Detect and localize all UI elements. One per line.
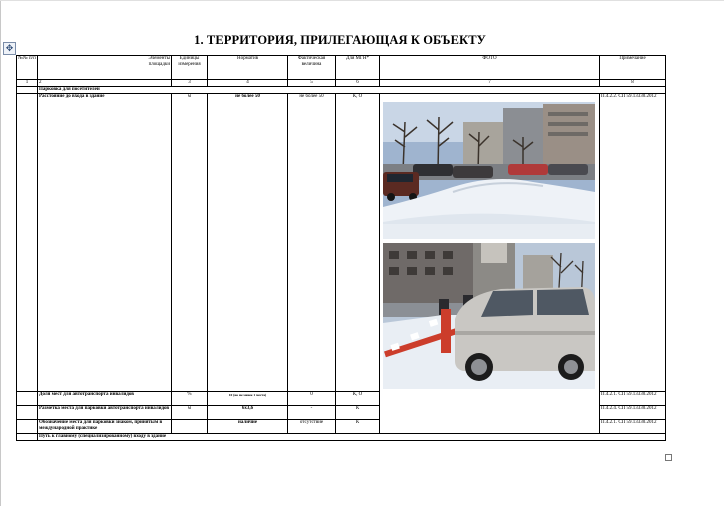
table-move-handle-icon[interactable]: ✥ (3, 42, 16, 55)
row-actual: не более 50 (288, 94, 336, 392)
table-row (17, 94, 666, 392)
page-left-edge (0, 0, 1, 506)
section-title-parking: Парковка для посетителей (38, 87, 666, 94)
parking-photo-2 (383, 243, 595, 389)
row-mgn: К, О (336, 392, 380, 406)
territory-table (16, 55, 666, 441)
column-number: 4 (208, 80, 288, 87)
row-note: П.4.2.1. СП 59.13330.2012 (600, 392, 666, 406)
header-mgn: Для МГН* (336, 56, 380, 80)
header-norm: Норматив (208, 56, 288, 80)
row-note: П.4.2.2. СП 59.13330.2012 (600, 94, 666, 392)
header-photo: ФОТО (380, 56, 600, 80)
column-number: 1 (17, 80, 38, 87)
row-norm: наличие (208, 420, 288, 434)
row-unit: м (172, 94, 208, 392)
column-number: 7 (380, 80, 600, 87)
column-number: 2 (38, 80, 172, 87)
column-number-row (17, 80, 666, 87)
header-note: Примечание (600, 56, 666, 80)
header-elements-line2: площадки (148, 62, 170, 67)
photo-cell (380, 94, 600, 434)
row-actual: 0 (288, 392, 336, 406)
column-number: 5 (288, 80, 336, 87)
row-element: Разметка места для парковки автотранспорта инвалидов (38, 406, 172, 420)
page-top-edge (0, 0, 724, 1)
row-note: П.4.2.4. СП 59.13330.2012 (600, 406, 666, 420)
section-row-parking (17, 87, 666, 94)
header-actual: Фактическая величина (288, 56, 336, 80)
row-element: Расстояние до входа в здание (38, 94, 172, 392)
row-note: П.4.2.1. СП 59.13330.2012 (600, 420, 666, 434)
header-elements-line1: Элементы (148, 56, 170, 61)
row-mgn: К, О (336, 94, 380, 392)
row-element: Доля мест для автотранспорта инвалидов (38, 392, 172, 406)
section-title-path: Путь к главному (специализированному) входу в здание (38, 434, 666, 441)
row-actual: отсутствие (288, 420, 336, 434)
parking-photo-1 (383, 102, 595, 239)
row-norm: 6х3,6 (208, 406, 288, 420)
row-actual: - (288, 406, 336, 420)
column-number: 8 (600, 80, 666, 87)
table-header-row (17, 56, 666, 80)
table-resize-handle[interactable] (665, 454, 672, 461)
section-row-path (17, 434, 666, 441)
row-norm: не более 50 (208, 94, 288, 392)
column-number: 6 (336, 80, 380, 87)
document-title: 1. ТЕРРИТОРИЯ, ПРИЛЕГАЮЩАЯ К ОБЪЕКТУ (194, 33, 486, 47)
header-elements (38, 56, 172, 80)
row-mgn: К (336, 420, 380, 434)
row-mgn: К (336, 406, 380, 420)
header-num: №№ п/п (17, 56, 38, 80)
row-element: Обозначение места для парковки знаком, принятым в международной практике (38, 420, 172, 434)
header-units: Единицы измерения (172, 56, 208, 80)
row-unit: % (172, 392, 208, 406)
row-unit: м (172, 406, 208, 420)
column-number: 3 (172, 80, 208, 87)
row-norm: 10 (но не менее 1 места) (208, 392, 288, 406)
row-unit (172, 420, 208, 434)
